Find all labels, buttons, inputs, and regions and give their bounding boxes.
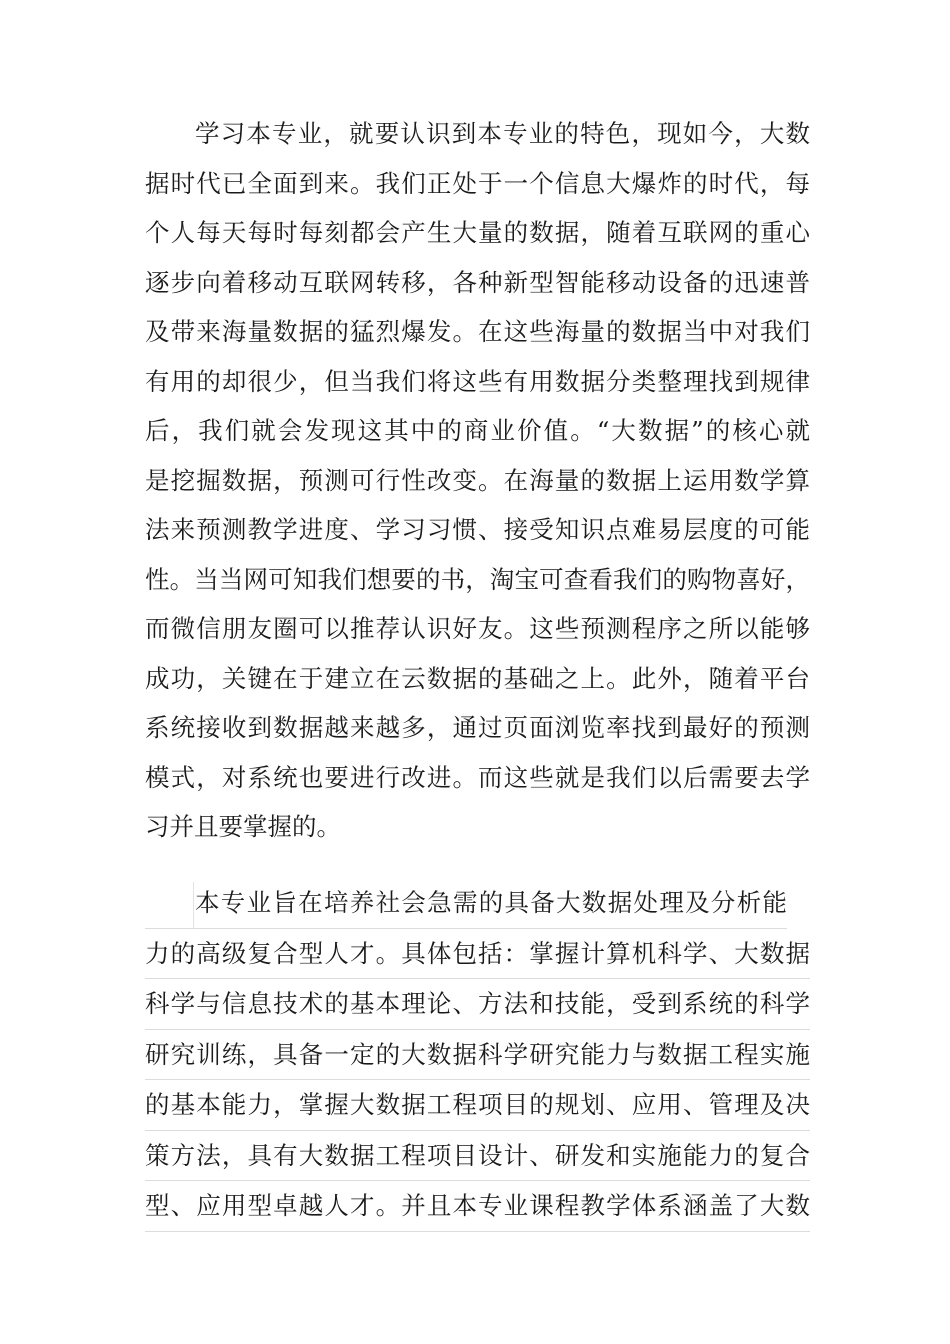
paragraph-major-characteristics [145, 109, 810, 852]
text-line: 型、应用型卓越人才。并且本专业课程教学体系涵盖了大数 [145, 1181, 810, 1232]
text-line: 习并且要掌握的。 [145, 812, 341, 841]
text-line: 法来预测教学进度、学习习惯、接受知识点难易层度的可能 [145, 515, 810, 544]
text-line: 个人每天每时每刻都会产生大量的数据，随着互联网的重心 [145, 218, 810, 247]
text-line: 策方法，具有大数据工程项目设计、研发和实施能力的复合 [145, 1131, 810, 1182]
text-line: 力的高级复合型人才。具体包括：掌握计算机科学、大数据 [145, 929, 810, 980]
text-line: 逐步向着移动互联网转移，各种新型智能移动设备的迅速普 [145, 267, 810, 297]
text-line: 有用的却很少，但当我们将这些有用数据分类整理找到规律 [145, 366, 810, 396]
text-line: 科学与信息技术的基本理论、方法和技能，受到系统的科学 [145, 979, 810, 1030]
text-line: 是挖掘数据，预测可行性改变。在海量的数据上运用数学算 [145, 465, 810, 495]
text-line: 后，我们就会发现这其中的商业价值。“大数据”的核心就 [145, 416, 810, 445]
text-line: 成功，关键在于建立在云数据的基础之上。此外，随着平台 [145, 663, 810, 693]
text-line: 据时代已全面到来。我们正处于一个信息大爆炸的时代，每 [145, 168, 810, 198]
text-line: 而微信朋友圈可以推荐认识好友。这些预测程序之所以能够 [145, 614, 810, 643]
text-line: 系统接收到数据越来越多，通过页面浏览率找到最好的预测 [145, 713, 810, 742]
text-line: 的基本能力，掌握大数据工程项目的规划、应用、管理及决 [145, 1080, 810, 1131]
text-line: 本专业旨在培养社会急需的具备大数据处理及分析能 [145, 878, 787, 929]
text-line: 性。当当网可知我们想要的书，淘宝可查看我们的购物喜好， [145, 564, 810, 594]
text-line: 学习本专业，就要认识到本专业的特色，现如今，大数 [195, 119, 810, 148]
text-line: 及带来海量数据的猛烈爆发。在这些海量的数据当中对我们 [145, 317, 810, 346]
paragraph-training-objectives [145, 878, 810, 1232]
text-line: 研究训练，具备一定的大数据科学研究能力与数据工程实施 [145, 1030, 810, 1081]
text-line: 模式，对系统也要进行改进。而这些就是我们以后需要去学 [145, 762, 810, 792]
